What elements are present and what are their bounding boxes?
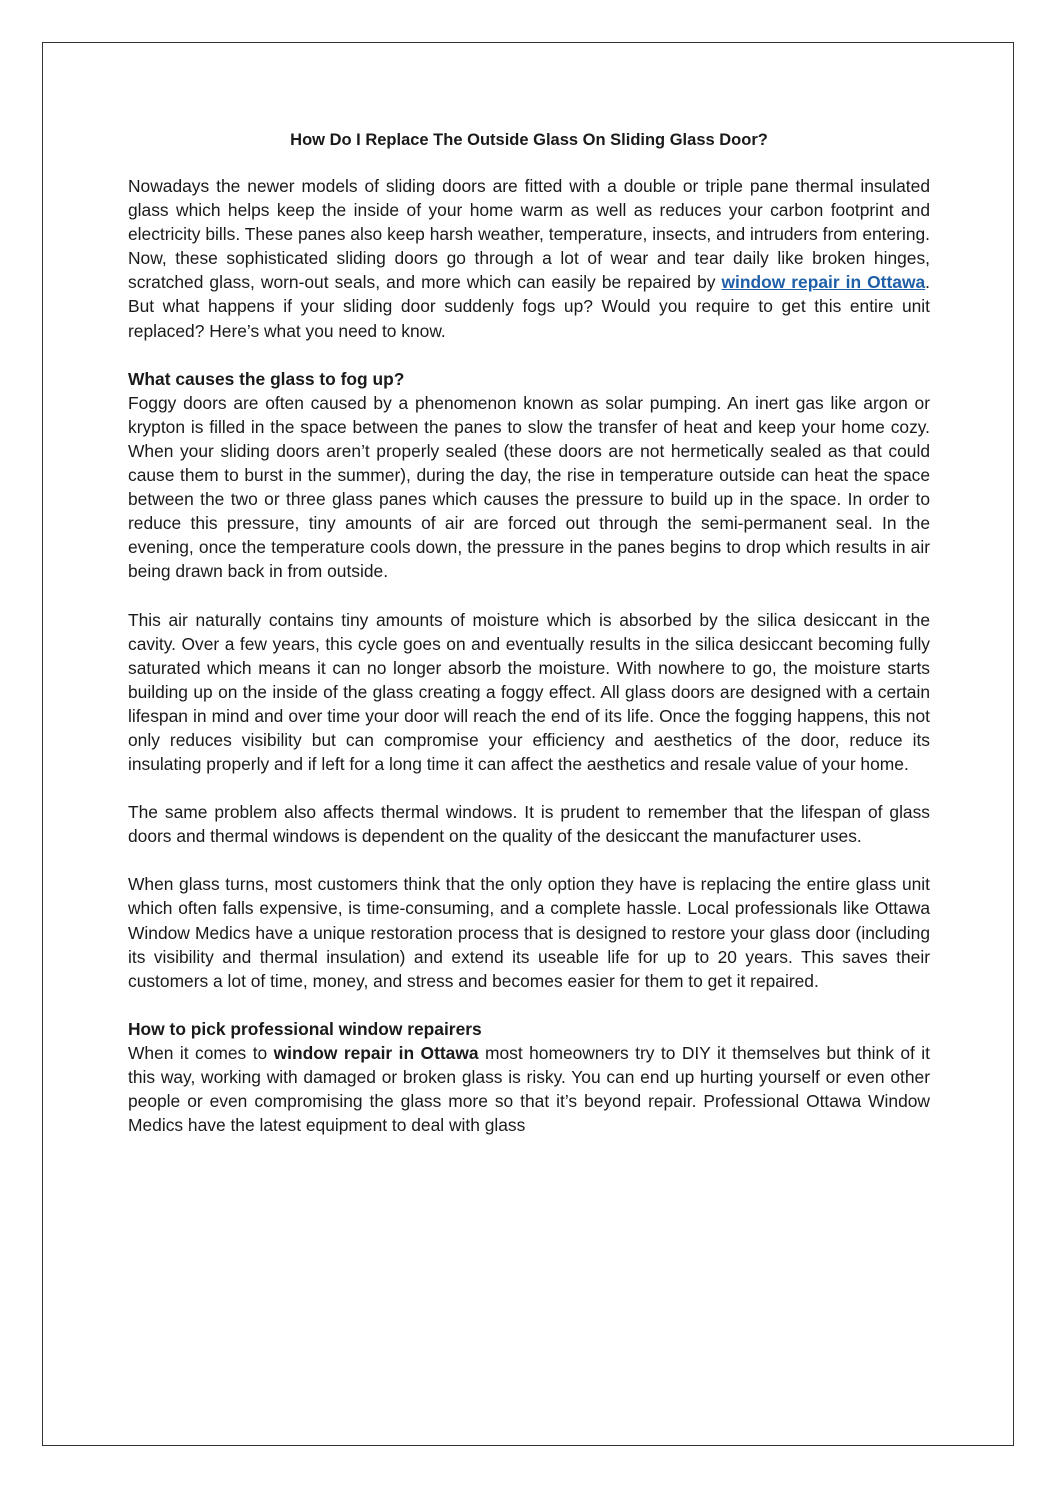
window-repair-ottawa-link[interactable]: window repair in Ottawa (721, 272, 926, 293)
repairers-text-after-bold: most homeowners try to DIY it themselves but think of it this way, working with damaged or broken glass is risky. You can end up hurting yourself or even other people or even compromising the glass more so that it’s beyond repair. Professional Ottawa Window Medics have the latest equipment to deal with glass (128, 1042, 930, 1136)
fog-paragraph-3: The same problem also affects thermal windows. It is prudent to remember that the lifespan of glass doors and thermal windows is dependent on the quality of the desiccant the manufacturer uses. (128, 802, 930, 847)
fog-paragraph-4: When glass turns, most customers think that the only option they have is replacing the entire glass unit which often falls expensive, is time-consuming, and a complete hassle. Local professionals like Ottawa Window Medics have a unique restoration process that is designed to restore your glass door (including its visibility and thermal insulation) and extend its useable life for up to 20 years. This saves their customers a lot of time, money, and stress and becomes easier for them to get it repaired. (128, 874, 930, 991)
document-title: How Do I Replace The Outside Glass On Sliding Glass Door? (290, 131, 768, 149)
intro-text-before-link: Nowadays the newer models of sliding doors are fitted with a double or triple pane thermal insulated glass which helps keep the inside of your home warm as well as reduces your carbon footprint and electricity bills. These panes also keep harsh weather, temperature, insects, and intruders from entering. Now, these sophisticated sliding doors go through a lot of wear and tear daily like broken hinges, scratched glass, worn-out seals, and more which can easily be repaired by (128, 176, 930, 293)
document-body (128, 128, 930, 1161)
repairers-text-before-bold: When it comes to (128, 1042, 274, 1063)
repairers-bold-keyword: window repair in Ottawa (273, 1042, 479, 1063)
fog-paragraph-2: This air naturally contains tiny amounts of moisture which is absorbed by the silica desiccant in the cavity. Over a few years, this cycle goes on and eventually results in the silica desiccant becoming fully saturated which means it can no longer absorb the moisture. With nowhere to go, the moisture starts building up on the inside of the glass creating a foggy effect. All glass doors are designed with a certain lifespan in mind and over time your door will reach the end of its life. Once the fogging happens, this not only reduces visibility but can compromise your efficiency and aesthetics of the door, reduce its insulating properly and if left for a long time it can affect the aesthetics and resale value of your home. (128, 609, 930, 775)
intro-text-after-link: . But what happens if your sliding door suddenly fogs up? Would you require to get this entire unit replaced? Here’s what you need to know. (128, 272, 930, 341)
repairers-paragraph (128, 1041, 930, 1137)
section-heading-repairers: How to pick professional window repairers (128, 1018, 482, 1039)
intro-paragraph (128, 174, 930, 343)
fog-paragraph-1: Foggy doors are often caused by a phenomenon known as solar pumping. An inert gas like argon or krypton is filled in the space between the panes to slow the transfer of heat and keep your home cozy. When your sliding doors aren’t properly sealed (these doors are not hermetically sealed as that could cause them to burst in the summer), during the day, the rise in temperature outside can heat the space between the two or three glass panes which causes the pressure to build up in the space. In order to reduce this pressure, tiny amounts of air are forced out through the semi-permanent seal. In the evening, once the temperature cools down, the pressure in the panes begins to drop which results in air being drawn back in from outside. (128, 392, 930, 582)
section-heading-fog: What causes the glass to fog up? (128, 368, 405, 389)
